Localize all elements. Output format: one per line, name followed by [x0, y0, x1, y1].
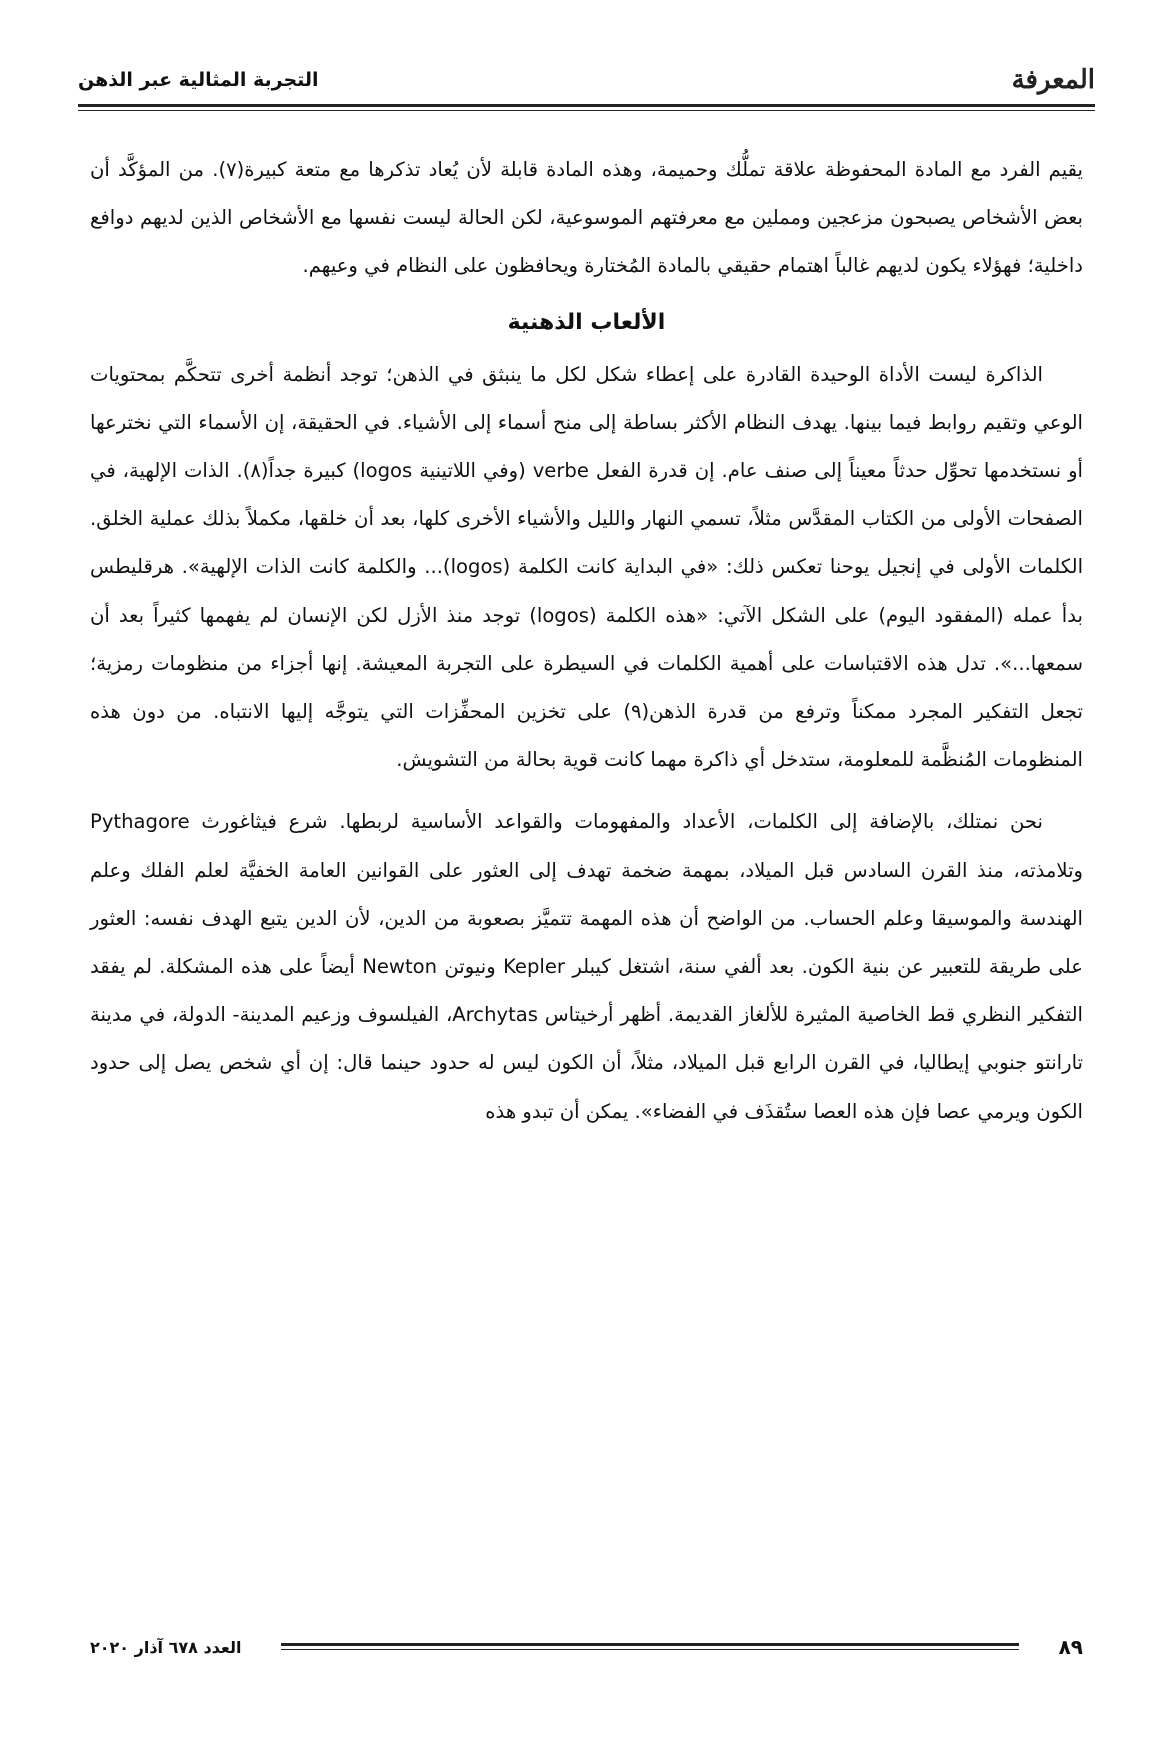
paragraph-2: الذاكرة ليست الأداة الوحيدة القادرة على إعطاء شكل لكل ما ينبثق في الذهن؛ توجد أنظمة أخرى تتحكَّم بمحتويات الوعي وتقيم روابط فيما بينها. يهدف النظام الأكثر بساطة إلى منح أسماء إلى الأشياء. في الحقيقة، إن الأسماء التي نخترعها أو نستخدمها تحوِّل حدثاً معيناً إلى صنف عام. إن قدرة الفعل verbe (وفي اللاتينية logos) كبيرة جداً(٨). الذات الإلهية، في الصفحات الأولى من الكتاب المقدَّس مثلاً، تسمي النهار والليل والأشياء الأخرى كلها، بعد أن خلقها، مكملاً بذلك عملية الخلق. الكلمات الأولى في إنجيل يوحنا تعكس ذلك: «في البداية كانت الكلمة (logos)... والكلمة كانت الذات الإلهية». هرقليطس بدأ عمله (المفقود اليوم) على الشكل الآتي: «هذه الكلمة (logos) توجد منذ الأزل لكن الإنسان لم يفهمها كثيراً بعد أن سمعها...». تدل هذه الاقتباسات على أهمية الكلمات في السيطرة على التجربة المعيشة. إنها أجزاء من منظومات رمزية؛ تجعل التفكير المجرد ممكناً وترفع من قدرة الذهن(٩) على تخزين المحفِّزات التي يتوجَّه إليها الانتباه. من دون هذه المنظومات المُنظَّمة للمعلومة، ستدخل أي ذاكرة مهما كانت قوية بحالة من التشويش. [90, 362, 1084, 772]
running-title: التجربة المثالية عبر الذهن [78, 69, 319, 91]
header-rule [78, 104, 1095, 107]
magazine-logo: المعرفة [1011, 65, 1095, 95]
issue-info: العدد ٦٧٨ آذار ٢٠٢٠ [90, 1637, 242, 1657]
section-title: الألعاب الذهنية [507, 309, 666, 335]
page-header [78, 58, 1095, 102]
paragraph-1: يقيم الفرد مع المادة المحفوظة علاقة تملُّك وحميمة، وهذه المادة قابلة لأن يُعاد تذكرها مع متعة كبيرة(٧). من المؤكَّد أن بعض الأشخاص يصبحون مزعجين ومملين مع معرفتهم الموسوعية، لكن الحالة ليست نفسها مع الأشخاص الذين لديهم دوافع داخلية؛ فهؤلاء يكون لديهم غالباً اهتمام حقيقي بالمادة المُختارة ويحافظون على النظام في وعيهم. [90, 158, 1084, 278]
page-footer [90, 1630, 1083, 1664]
paragraph-3: نحن نمتلك، بالإضافة إلى الكلمات، الأعداد والمفهومات والقواعد الأساسية لربطها. شرع فيثاغورث Pythagore وتلامذته، منذ القرن السادس قبل الميلاد، بمهمة ضخمة تهدف إلى العثور على القوانين العامة الخفيَّة لعلم الفلك وعلم الهندسة والموسيقا وعلم الحساب. من الواضح أن هذه المهمة تتميَّز بصعوبة من الدين، لأن الدين يتبع الهدف نفسه: العثور على طريقة للتعبير عن بنية الكون. بعد ألفي سنة، اشتغل كيبلر Kepler ونيوتن Newton أيضاً على هذه المشكلة. لم يفقد التفكير النظري قط الخاصية المثيرة للألغاز القديمة. أظهر أرخيتاس Archytas، الفيلسوف وزعيم المدينة- الدولة، في مدينة تارانتو جنوبي إيطاليا، في القرن الرابع قبل الميلاد، مثلاً، أن الكون ليس له حدود حينما قال: إن أي شخص يصل إلى حدود الكون ويرمي عصا فإن هذه العصا ستُقذَف في الفضاء». يمكن أن تبدو هذه [90, 810, 1083, 1123]
article-body [90, 146, 1083, 1136]
footer-rule [281, 1643, 1018, 1651]
page-number: ٨٩ [1058, 1635, 1083, 1659]
header-rule-thin [78, 110, 1095, 111]
